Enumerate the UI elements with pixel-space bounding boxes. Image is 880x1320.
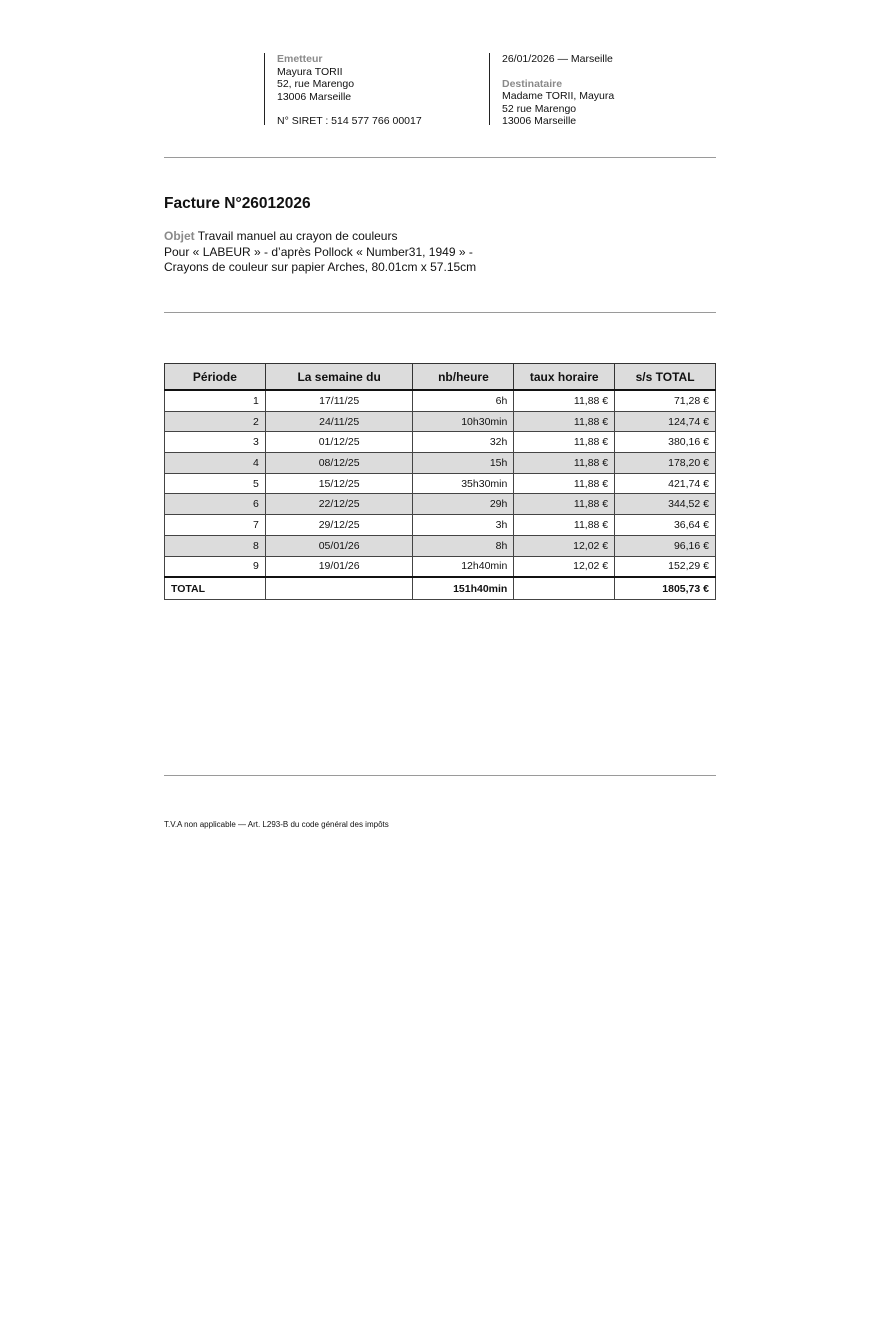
objet-label: Objet (164, 229, 195, 243)
objet-line1 (164, 229, 476, 245)
cell-heures: 3h (413, 515, 514, 536)
cell-taux: 12,02 € (514, 535, 615, 556)
table-row (165, 453, 716, 474)
objet-line3: Crayons de couleur sur papier Arches, 80.01cm x 57.15cm (164, 260, 477, 274)
total-empty-rate (514, 577, 615, 600)
recipient-label: Destinataire (502, 77, 563, 90)
table-row (165, 432, 716, 453)
total-label: TOTAL (165, 577, 266, 600)
cell-semaine: 24/11/25 (265, 411, 413, 432)
sender-street: 52, rue Marengo (277, 78, 355, 91)
cell-heures: 29h (413, 494, 514, 515)
table-row (165, 535, 716, 556)
cell-subtotal: 421,74 € (615, 473, 716, 494)
objet-text: Travail manuel au crayon de couleurs (194, 229, 398, 243)
recipient-street: 52 rue Marengo (502, 102, 577, 115)
cell-taux: 11,88 € (514, 411, 615, 432)
invoice-table (164, 363, 716, 600)
table-row (165, 390, 716, 411)
cell-subtotal: 380,16 € (615, 432, 716, 453)
cell-periode: 7 (165, 515, 266, 536)
sender-block (264, 53, 422, 128)
objet-block (164, 229, 476, 276)
cell-heures: 32h (413, 432, 514, 453)
total-empty-week (265, 577, 413, 600)
col-header-taux: taux horaire (514, 364, 615, 391)
cell-subtotal: 71,28 € (615, 390, 716, 411)
table-row (165, 473, 716, 494)
col-header-heures: nb/heure (413, 364, 514, 391)
cell-semaine: 22/12/25 (265, 494, 413, 515)
cell-periode: 4 (165, 453, 266, 474)
cell-periode: 5 (165, 473, 266, 494)
cell-taux: 11,88 € (514, 453, 615, 474)
table-row (165, 556, 716, 577)
cell-heures: 35h30min (413, 473, 514, 494)
cell-subtotal: 152,29 € (615, 556, 716, 577)
total-hours: 151h40min (413, 577, 514, 600)
sender-city: 13006 Marseille (277, 90, 352, 103)
cell-periode: 3 (165, 432, 266, 453)
divider-middle (164, 312, 716, 313)
cell-taux: 11,88 € (514, 473, 615, 494)
sender-name: Mayura TORII (277, 65, 343, 78)
cell-semaine: 19/01/26 (265, 556, 413, 577)
date-place: 26/01/2026 — Marseille (502, 53, 613, 65)
cell-periode: 2 (165, 411, 266, 432)
table-row (165, 494, 716, 515)
cell-taux: 11,88 € (514, 494, 615, 515)
objet-line2: Pour « LABEUR » - d’après Pollock « Number31, 1949 » - (164, 244, 473, 259)
table-header-row (165, 364, 716, 391)
invoice-title: Facture N°26012026 (164, 195, 311, 212)
cell-taux: 12,02 € (514, 556, 615, 577)
cell-taux: 11,88 € (514, 515, 615, 536)
col-header-total: s/s TOTAL (615, 364, 716, 391)
total-row (165, 577, 716, 600)
divider-top (164, 157, 716, 158)
cell-periode: 6 (165, 494, 266, 515)
cell-subtotal: 36,64 € (615, 515, 716, 536)
cell-semaine: 05/01/26 (265, 535, 413, 556)
sender-label: Emetteur (277, 53, 323, 65)
cell-periode: 1 (165, 390, 266, 411)
cell-semaine: 17/11/25 (265, 390, 413, 411)
cell-heures: 10h30min (413, 411, 514, 432)
cell-heures: 8h (413, 535, 514, 556)
cell-heures: 15h (413, 453, 514, 474)
cell-subtotal: 178,20 € (615, 453, 716, 474)
cell-taux: 11,88 € (514, 390, 615, 411)
cell-periode: 9 (165, 556, 266, 577)
cell-heures: 6h (413, 390, 514, 411)
cell-subtotal: 96,16 € (615, 535, 716, 556)
sender-siret: N° SIRET : 514 577 766 00017 (277, 115, 422, 128)
table-row (165, 411, 716, 432)
cell-subtotal: 344,52 € (615, 494, 716, 515)
cell-periode: 8 (165, 535, 266, 556)
divider-bottom (164, 775, 716, 776)
sender-gap (277, 103, 422, 115)
cell-subtotal: 124,74 € (615, 411, 716, 432)
table-row (165, 515, 716, 536)
cell-semaine: 15/12/25 (265, 473, 413, 494)
total-amount: 1805,73 € (615, 577, 716, 600)
cell-taux: 11,88 € (514, 432, 615, 453)
cell-heures: 12h40min (413, 556, 514, 577)
cell-semaine: 29/12/25 (265, 515, 413, 536)
col-header-semaine: La semaine du (265, 364, 413, 391)
cell-semaine: 08/12/25 (265, 453, 413, 474)
col-header-periode: Période (165, 364, 266, 391)
vat-footnote: T.V.A non applicable — Art. L293-B du code général des impôts (164, 820, 389, 829)
recipient-name: Madame TORII, Mayura (502, 90, 615, 103)
cell-semaine: 01/12/25 (265, 432, 413, 453)
recipient-block (489, 53, 615, 128)
recipient-city: 13006 Marseille (502, 115, 577, 128)
recipient-gap (502, 66, 614, 78)
